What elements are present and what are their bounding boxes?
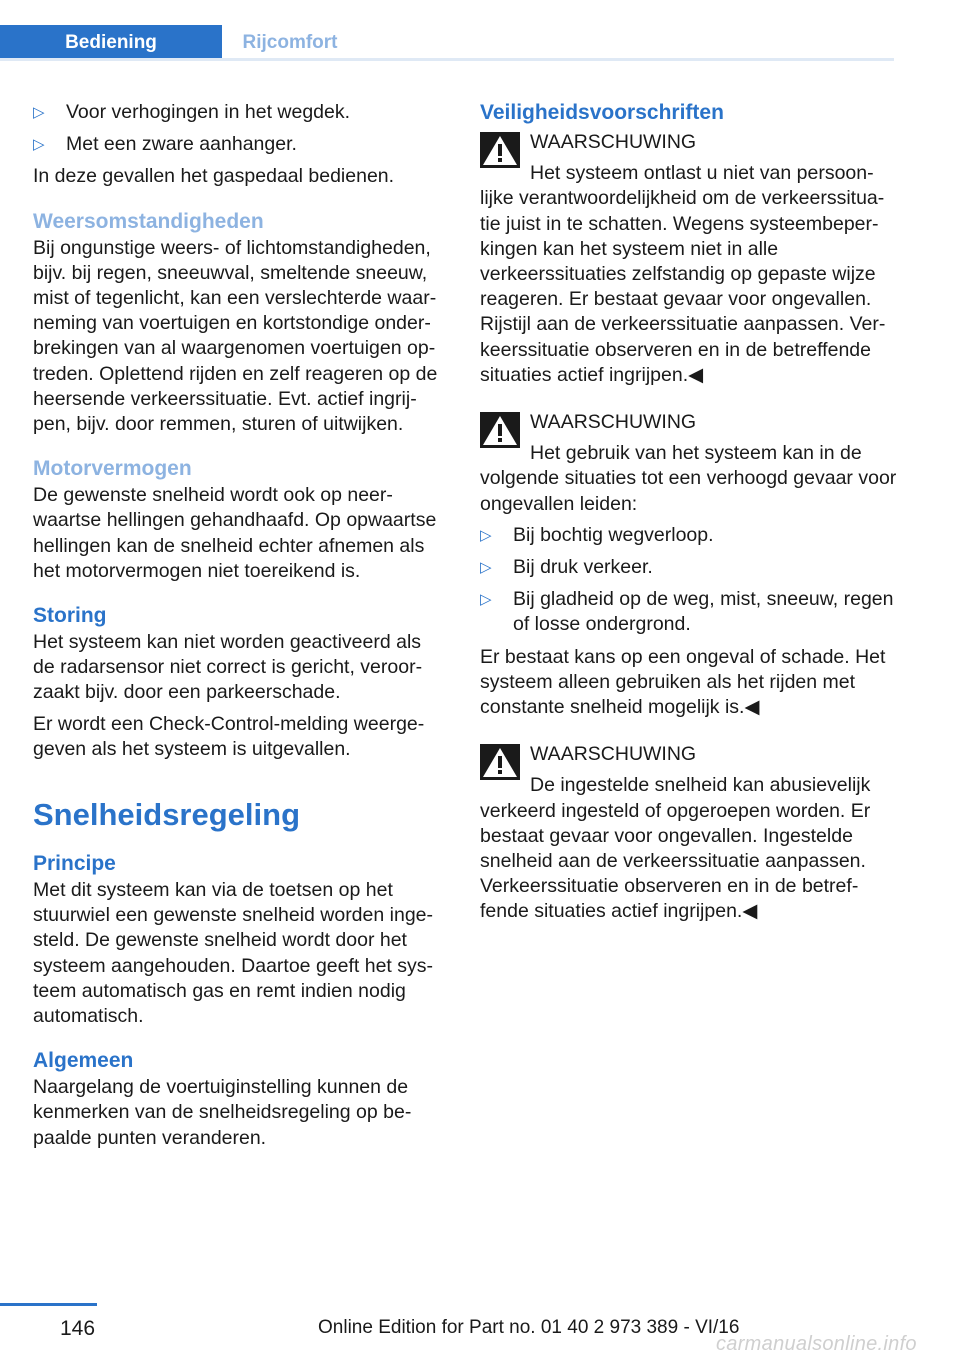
tab-rijcomfort[interactable]: Rijcomfort	[242, 32, 338, 53]
paragraph-algemeen: Naargelang de voertuiginstelling kunnen de kenmerken van de snelheidsregeling op bepaalde punten veranderen.	[33, 1076, 412, 1149]
heading-storing: Storing	[33, 604, 107, 628]
list-item: ▷ Bij gladheid op de weg, mist, sneeuw, regen of losse ondergrond.	[480, 588, 894, 636]
bullet-list-conditions	[33, 100, 448, 157]
right-column	[480, 100, 898, 931]
warning-label: WAARSCHUWING	[530, 743, 697, 766]
list-item: ▷ Met een zware aanhanger.	[33, 132, 448, 157]
warning-text-3: De ingestelde snelheid kan abusievelijk verkeerd ingesteld of opgeroepen worden. Er bestaat gevaar voor ongevallen. Ingestelde snelheid aan de verkeerssituatie aanpassen. Verkeerssituatie observeren en in de betreffende situaties actief ingrijpen.◀	[480, 774, 871, 923]
heading-veiligheidsvoorschriften: Veiligheidsvoorschriften	[480, 101, 724, 124]
tab-underline	[0, 58, 894, 61]
warning-triangle-icon	[480, 412, 520, 448]
section-title: Snelheidsregeling	[33, 797, 301, 833]
warning-text-2-after: Er bestaat kans op een ongeval of schade. Het systeem alleen gebruiken als het rijden met constante snelheid mogelijk is.◀	[480, 645, 886, 719]
chapter-tabs	[0, 25, 894, 61]
list-item: ▷ Voor verhogingen in het wegdek.	[33, 100, 448, 125]
warning-triangle-icon	[480, 132, 520, 168]
paragraph-principe: Met dit systeem kan via de toetsen op het stuurwiel een gewenste snelheid worden ingesteld. De gewenste snelheid wordt door het systeem aangehouden. Daartoe geeft het systeem automatisch gas en remt indien nodig automatisch.	[33, 879, 434, 1028]
warning-text-1: Het systeem ontlast u niet van persoonlijke verantwoordelijkheid om de verkeerssituatie juist in te schatten. Wegens systeembeperkingen kan het systeem niet in alle verkeerssituaties zelfstandig op gepaste wijze reageren. Er bestaat gevaar voor ongevallen. Rijstijl aan de verkeerssituatie aanpassen. Verkeerssituatie observeren en in de betreffende situaties actief ingrijpen.◀	[480, 162, 886, 386]
warning-text-2: Het gebruik van het systeem kan in de volgende situaties tot een verhoogd gevaar voor ongevallen leiden:	[480, 442, 897, 515]
edition-note: Online Edition for Part no. 01 40 2 973 389 - VI/16	[318, 1317, 740, 1338]
warning-label: WAARSCHUWING	[530, 411, 697, 434]
heading-principe: Principe	[33, 852, 116, 876]
warning-triangle-icon	[480, 744, 520, 780]
warning-block-2	[480, 410, 898, 720]
list-item: ▷ Bij bochtig wegverloop.	[480, 523, 898, 548]
bullet-list-risks	[480, 523, 898, 638]
triangle-bullet-icon: ▷	[480, 526, 492, 544]
paragraph-weersomstandigheden: Bij ongunstige weers- of lichtomstandigheden, bijv. bij regen, sneeuwval, smeltende sneeuw, mist of tegenlicht, kan een verslechterde waarneming van voertuigen en kortstondige onderbrekingen van al waargenomen voertuigen optreden. Oplettend rijden en zelf reageren op de heersende verkeerssituatie. Evt. actief ingrijpen, bijv. door remmen, sturen of uitwijken.	[33, 236, 438, 436]
triangle-bullet-icon: ▷	[33, 136, 45, 154]
left-column	[33, 100, 448, 1157]
paragraph-storing-1: Het systeem kan niet worden geactiveerd als de radarsensor niet correct is gericht, veroorzaakt bijv. door een parkeerschade.	[33, 631, 423, 704]
triangle-bullet-icon: ▷	[480, 591, 492, 609]
heading-motorvermogen: Motorvermogen	[33, 457, 192, 481]
paragraph-motorvermogen: De gewenste snelheid wordt ook op neerwaartse hellingen gehandhaafd. Op opwaartse hellingen kan de snelheid echter afnemen als het motorvermogen niet toereikend is.	[33, 484, 437, 582]
warning-label: WAARSCHUWING	[530, 131, 697, 153]
paragraph-storing-2: Er wordt een Check-Control-melding weergegeven als het systeem is uitgevallen.	[33, 712, 425, 760]
heading-weersomstandigheden: Weersomstandigheden	[33, 209, 264, 233]
warning-block-1	[480, 130, 898, 388]
tab-bediening[interactable]: Bediening	[0, 25, 222, 61]
page-number: 146	[60, 1317, 96, 1340]
heading-algemeen: Algemeen	[33, 1049, 134, 1073]
triangle-bullet-icon: ▷	[480, 559, 492, 577]
warning-block-3	[480, 742, 898, 924]
watermark: carmanualsonline.info	[716, 1333, 917, 1355]
footer-rule	[0, 1303, 97, 1306]
list-item: ▷ Bij druk verkeer.	[480, 555, 898, 580]
paragraph-gaspedal: In deze gevallen het gaspedaal bedienen.	[33, 165, 395, 188]
triangle-bullet-icon: ▷	[33, 104, 45, 121]
